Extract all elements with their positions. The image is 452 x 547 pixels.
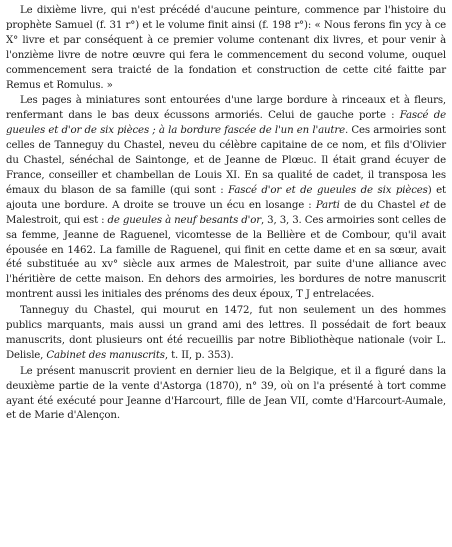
text-segment-italic: Cabinet des manuscrits bbox=[46, 349, 165, 361]
paragraph-1 bbox=[6, 4, 446, 93]
paragraph-3 bbox=[6, 304, 446, 364]
text-segment-italic: Fascé de gueules et d'or de six pièces ; à la bordure fascée de l'un en l'autre. bbox=[6, 110, 446, 137]
paragraph-2 bbox=[6, 94, 446, 303]
text-segment-italic: Parti bbox=[315, 199, 340, 211]
text-segment: Tanneguy du Chastel, qui mourut en 1472, fut non seulement un des hommes publics marquants, mais aussi un grand ami des lettres. Il possédait de fort beaux manuscrits, dont plusieurs ont été recueillis par notre Bibliothèque nationale (voir L. Delisle, bbox=[6, 305, 446, 361]
text-segment: de Malestroit, qui est : bbox=[6, 199, 446, 226]
text-segment: , 3, 3, 3. Ces armoiries sont celles de sa femme, Jeanne de Raguenel, vicomtesse de la Bellière et de Combour, qu'il avait épousée en 1462. La famille de Raguenel, qui finit en cette dame et en sa sœur, avait été substituée au xv° siècle aux armes de Malestroit, par suite d'une alliance avec l'héritière de cette maison. En dehors des armoiries, les bordures de notre manuscrit montrent aussi les initiales des prénoms des deux époux, T J entrelacées. bbox=[6, 214, 446, 301]
text-segment: Le dixième livre, qui n'est précédé d'aucune peinture, commence par l'histoire du prophète Samuel (f. 31 r°) et le volume finit ainsi (f. 198 r°): « Nous ferons fin ycy à ce X° livre et par conséquent à ce premier volume contenant dix livres, et pour venir à l'onzième livre de notre œuvre qui fera le commencement du second volume, ouquel commencement sera traicté de la fondation et construction de cette cité faitte par Remus et Romulus. » bbox=[6, 5, 446, 91]
text-segment: de du Chastel bbox=[339, 199, 420, 211]
text-segment: Le présent manuscrit provient en dernier lieu de la Belgique, et il a figuré dans la deuxième partie de la vente d'Astorga (1870), n° 39, où on l'a présenté à tort comme ayant été exécuté pour Jeanne d'Harcourt, fille de Jean VII, comte d'Harcourt-Aumale, et de Marie d'Alençon. bbox=[6, 365, 446, 422]
text-segment-italic: de gueules à neuf besants d'or bbox=[107, 214, 261, 226]
text-segment: , t. II, p. 353). bbox=[164, 349, 234, 361]
text-segment: Les pages à miniatures sont entourées d'une large bordure à rinceaux et à fleurs, renfermant dans le bas deux écussons armoriés. Celui de gauche porte : bbox=[6, 95, 446, 122]
paragraph-4 bbox=[6, 365, 446, 425]
text-segment: Ces armoiries sont celles de Tanneguy du Chastel, neveu du célèbre capitaine de ce nom, et fils d'Olivier du Chastel, sénéchal de Saintonge, et de Jeanne de Plœuc. Il était grand écuyer de France, conseiller et chambellan de Louis XI. En sa qualité de cadet, il transposa les émaux du blason de sa famille (qui sont : bbox=[6, 125, 446, 196]
text-segment-italic: Fascé d'or et de gueules de six pièces bbox=[228, 184, 428, 196]
text-segment: ) et ajouta une bordure. A droite se trouve un écu en losange : bbox=[6, 184, 446, 211]
text-segment-italic: et bbox=[419, 199, 430, 211]
